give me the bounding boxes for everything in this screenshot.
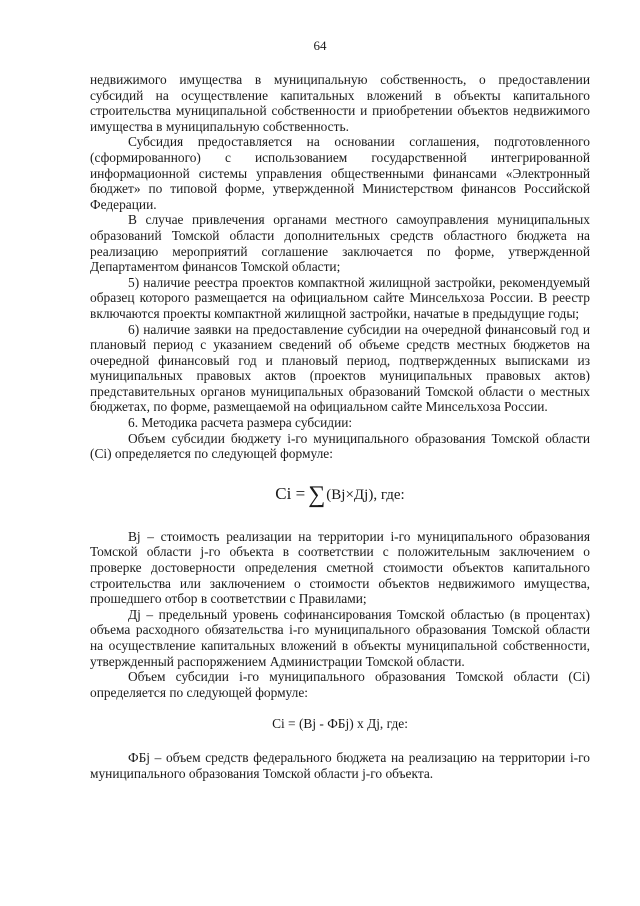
paragraph-8: Bj – стоимость реализации на территории i-го муниципального образования Томской области j-го объекта в соответствии с положительным заключением о проверке достоверности определения сметной стоимости объектов капитального строительства или заключением о стоимости объектов недвижимого имущества, прошедшего отбор в соответствии с Правилами; (90, 528, 590, 607)
paragraph-1: недвижимого имущества в муниципальную собственность, о предоставлении субсидий на осуществление капитальных вложений в объекты капитального строительства муниципальной собственности и приобретении объектов недвижимого имущества в муниципальную собственность. (90, 72, 590, 134)
paragraph-4: 5) наличие реестра проектов компактной жилищной застройки, рекомендуемый образец которого размещается на официальном сайте Минсельхоза России. В реестр включаются проекты компактной жилищной застройки, начатые в предыдущие годы; (90, 274, 590, 321)
formula-sum-tail: , где: (373, 486, 405, 503)
paragraph-3: В случае привлечения органами местного самоуправления муниципальных образований Томской области дополнительных средств областного бюджета на реализацию мероприятий соглашение заключается по форме, утвержденной Департаментом финансов Томской области; (90, 212, 590, 275)
formula-sum-args: (Bj×Дj) (326, 486, 374, 503)
formula-sum-lhs: Ci = (275, 483, 306, 503)
paragraph-7: Объем субсидии бюджету i-го муниципального образования Томской области (Ci) определяется по следующей формуле: (90, 430, 590, 462)
document-body (90, 72, 590, 782)
formula-sum (90, 481, 590, 508)
paragraph-10: Объем субсидии i-го муниципального образования Томской области (Ci) определяется по следующей формуле: (90, 669, 590, 700)
page-number: 64 (313, 38, 327, 53)
paragraph-2: Субсидия предоставляется на основании соглашения, подготовленного (сформированного) с использованием государственной интегрированной информационной системы управления общественными финансами «Электронный бюджет» по типовой форме, утвержденной Министерством финансов Российской Федерации. (90, 134, 590, 212)
formula-difference: Ci = (Bj - ФБj) х Дj, где: (272, 716, 408, 732)
paragraph-5: 6) наличие заявки на предоставление субсидии на очередной финансовый год и плановый период с указанием сведений об объеме средств местных бюджетов на очередной финансовый год и плановый период, подтвержденных выписками из муниципальных правовых актов (проектов муниципальных правовых актов) представительных органов муниципальных образований Томской области о местных бюджетах, по форме, размещаемой на официальном сайте Минсельхоза России. (90, 321, 590, 415)
sum-symbol: ∑ (308, 481, 326, 508)
paragraph-11: ФБj – объем средств федерального бюджета на реализацию на территории i-го муниципального образования Томской области j-го объекта. (90, 750, 590, 781)
paragraph-9: Дj – предельный уровень софинансирования Томской областью (в процентах) объема расходного обязательства i-го муниципального образования Томской области на осуществление капитальных вложений в объекты муниципальной собственности, утвержденный распоряжением Администрации Томской области. (90, 606, 590, 669)
paragraph-6: 6. Методика расчета размера субсидии: (128, 415, 353, 431)
